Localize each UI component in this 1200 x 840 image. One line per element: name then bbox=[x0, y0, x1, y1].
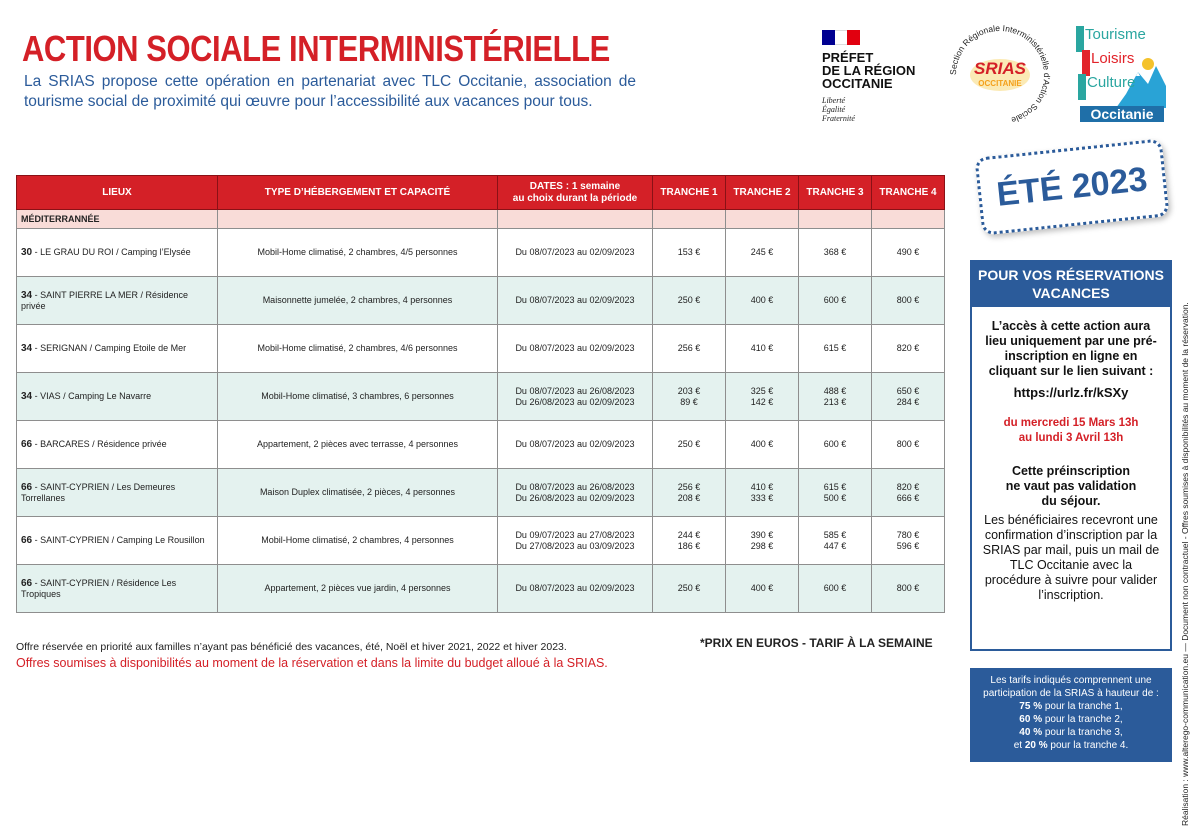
cell-lieu bbox=[17, 565, 218, 613]
cell-lieu bbox=[17, 469, 218, 517]
cell-tranche-3: 600 € bbox=[799, 277, 872, 325]
col-header-tranche-4: TRANCHE 4 bbox=[872, 176, 945, 210]
cell-type: Mobil-Home climatisé, 2 chambres, 4/6 personnes bbox=[218, 325, 498, 373]
cell-dept-number: 66 bbox=[21, 577, 33, 589]
cell-tranche-2: 325 € 142 € bbox=[726, 373, 799, 421]
cell-tranche-3: 488 € 213 € bbox=[799, 373, 872, 421]
table-row bbox=[17, 277, 945, 325]
cell-type: Appartement, 2 pièces vue jardin, 4 personnes bbox=[218, 565, 498, 613]
cell-dept-number: 34 bbox=[21, 289, 33, 301]
cell-tranche-4: 800 € bbox=[872, 277, 945, 325]
cell-lieu-name: - LE GRAU DU ROI / Camping l’Elysée bbox=[32, 247, 191, 257]
srias-ring-text: Section Régionale Interministérielle d'Action Sociale bbox=[947, 22, 1053, 126]
table-row bbox=[17, 517, 945, 565]
cell-tranche-2: 400 € bbox=[726, 421, 799, 469]
cell-dates: Du 09/07/2023 au 27/08/2023 Du 27/08/2023 au 03/09/2023 bbox=[498, 517, 653, 565]
french-flag-icon bbox=[822, 30, 860, 45]
cell-dates: Du 08/07/2023 au 26/08/2023 Du 26/08/2023 au 02/09/2023 bbox=[498, 469, 653, 517]
prefet-devise: Liberté Égalité Fraternité bbox=[822, 96, 855, 123]
cell-lieu-name: - SAINT PIERRE LA MER / Résidence privée bbox=[21, 289, 189, 311]
cell-dates: Du 08/07/2023 au 26/08/2023 Du 26/08/2023 au 02/09/2023 bbox=[498, 373, 653, 421]
table-header-row bbox=[17, 176, 945, 210]
cell-lieu bbox=[17, 373, 218, 421]
cell-lieu-name: - VIAS / Camping Le Navarre bbox=[32, 391, 152, 401]
offers-table bbox=[16, 175, 945, 613]
cell-tranche-4: 490 € bbox=[872, 229, 945, 277]
reservation-access-text: L’accès à cette action aura lieu uniquement par une pré-inscription en ligne en cliquant sur le lien suivant : bbox=[985, 319, 1157, 378]
cell-tranche-1: 256 € bbox=[653, 325, 726, 373]
tarif-note: *PRIX EN EUROS - TARIF À LA SEMAINE bbox=[700, 636, 933, 650]
cell-dates: Du 08/07/2023 au 02/09/2023 bbox=[498, 325, 653, 373]
cell-tranche-2: 390 € 298 € bbox=[726, 517, 799, 565]
cell-type: Maison Duplex climatisée, 2 pièces, 4 personnes bbox=[218, 469, 498, 517]
footnote-availability: Offres soumises à disponibilités au moment de la réservation et dans la limite du budget alloué à la SRIAS. bbox=[16, 656, 608, 670]
table-row bbox=[17, 229, 945, 277]
srias-sub-text: OCCITANIE bbox=[978, 79, 1022, 88]
cell-lieu-name: - SERIGNAN / Camping Etoile de Mer bbox=[32, 343, 187, 353]
reservation-warning: Cette préinscription ne vaut pas validation du séjour. bbox=[1005, 464, 1137, 508]
tlc-line-1: Tourisme bbox=[1085, 26, 1146, 43]
cell-tranche-3: 368 € bbox=[799, 229, 872, 277]
cell-tranche-1: 250 € bbox=[653, 277, 726, 325]
tlc-logo bbox=[1076, 24, 1166, 124]
cell-tranche-3: 615 € 500 € bbox=[799, 469, 872, 517]
tlc-line-3: Culture bbox=[1087, 74, 1136, 91]
col-header-lieux: LIEUX bbox=[17, 176, 218, 210]
cell-lieu-name: - SAINT-CYPRIEN / Résidence Les Tropiques bbox=[21, 577, 177, 599]
cell-tranche-1: 250 € bbox=[653, 565, 726, 613]
cell-tranche-2: 400 € bbox=[726, 565, 799, 613]
participation-intro: Les tarifs indiqués comprennent une participation de la SRIAS à hauteur de : bbox=[983, 675, 1159, 699]
cell-type: Mobil-Home climatisé, 2 chambres, 4 personnes bbox=[218, 517, 498, 565]
region-row bbox=[17, 210, 945, 229]
cell-tranche-4: 800 € bbox=[872, 565, 945, 613]
cell-dept-number: 34 bbox=[21, 343, 33, 354]
participation-line-1: 75 % pour la tranche 1, bbox=[1019, 701, 1123, 712]
table-row bbox=[17, 325, 945, 373]
cell-tranche-1: 203 € 89 € bbox=[653, 373, 726, 421]
participation-box bbox=[970, 668, 1172, 762]
cell-dates: Du 08/07/2023 au 02/09/2023 bbox=[498, 277, 653, 325]
cell-tranche-4: 800 € bbox=[872, 421, 945, 469]
cell-lieu-name: - SAINT-CYPRIEN / Les Demeures Torrellanes bbox=[21, 481, 176, 503]
cell-lieu bbox=[17, 421, 218, 469]
cell-type: Mobil-Home climatisé, 3 chambres, 6 personnes bbox=[218, 373, 498, 421]
cell-dept-number: 66 bbox=[21, 481, 33, 493]
cell-dates: Du 08/07/2023 au 02/09/2023 bbox=[498, 229, 653, 277]
col-header-tranche-2: TRANCHE 2 bbox=[726, 176, 799, 210]
reservation-dates: du mercredi 15 Mars 13h au lundi 3 Avril 13h bbox=[1003, 417, 1139, 444]
cell-dept-number: 34 bbox=[21, 391, 33, 402]
vertical-credit: Réalisation : www.alterego-communication.eu — Document non contractuel - Offres soumises à disponibilités au moment de la réservation. bbox=[1180, 302, 1190, 826]
cell-tranche-3: 600 € bbox=[799, 421, 872, 469]
cell-tranche-4: 780 € 596 € bbox=[872, 517, 945, 565]
cell-tranche-4: 820 € 666 € bbox=[872, 469, 945, 517]
season-badge-text: ÉTÉ 2023 bbox=[994, 159, 1150, 214]
cell-type: Maisonnette jumelée, 2 chambres, 4 personnes bbox=[218, 277, 498, 325]
col-header-tranche-3: TRANCHE 3 bbox=[799, 176, 872, 210]
cell-lieu bbox=[17, 277, 218, 325]
cell-tranche-1: 256 € 208 € bbox=[653, 469, 726, 517]
cell-tranche-4: 650 € 284 € bbox=[872, 373, 945, 421]
cell-tranche-1: 244 € 186 € bbox=[653, 517, 726, 565]
tlc-footer: Occitanie bbox=[1090, 106, 1154, 122]
cell-type: Appartement, 2 pièces avec terrasse, 4 personnes bbox=[218, 421, 498, 469]
cell-tranche-4: 820 € bbox=[872, 325, 945, 373]
cell-tranche-3: 615 € bbox=[799, 325, 872, 373]
cell-lieu bbox=[17, 229, 218, 277]
prefet-text: PRÉFET DE LA RÉGION OCCITANIE bbox=[822, 50, 916, 91]
cell-dates: Du 08/07/2023 au 02/09/2023 bbox=[498, 565, 653, 613]
season-badge bbox=[974, 138, 1169, 235]
reservation-info: Les bénéficiaires recevront une confirmation d’inscription par la SRIAS par mail, puis un mail de TLC Occitanie avec la procédure à suivre pour valider l’inscription. bbox=[982, 513, 1160, 602]
cell-tranche-2: 245 € bbox=[726, 229, 799, 277]
cell-tranche-3: 585 € 447 € bbox=[799, 517, 872, 565]
cell-tranche-1: 250 € bbox=[653, 421, 726, 469]
cell-dept-number: 66 bbox=[21, 535, 33, 546]
reservation-box bbox=[970, 260, 1172, 651]
col-header-type: TYPE D’HÉBERGEMENT ET CAPACITÉ bbox=[218, 176, 498, 210]
table-row bbox=[17, 469, 945, 517]
cell-type: Mobil-Home climatisé, 2 chambres, 4/5 personnes bbox=[218, 229, 498, 277]
col-header-dates: DATES : 1 semaine au choix durant la période bbox=[498, 176, 653, 210]
srias-logo bbox=[945, 20, 1055, 130]
region-label: MÉDITERRANNÉE bbox=[17, 210, 218, 229]
cell-lieu bbox=[17, 325, 218, 373]
cell-dept-number: 30 bbox=[21, 247, 33, 258]
cell-lieu-name: - BARCARES / Résidence privée bbox=[32, 439, 167, 449]
participation-line-3: 40 % pour la tranche 3, bbox=[1019, 727, 1123, 738]
cell-tranche-2: 400 € bbox=[726, 277, 799, 325]
cell-tranche-2: 410 € 333 € bbox=[726, 469, 799, 517]
cell-lieu bbox=[17, 517, 218, 565]
srias-main-text: SRIAS bbox=[974, 59, 1026, 78]
intro-text: La SRIAS propose cette opération en partenariat avec TLC Occitanie, association de tourisme social de proximité qui œuvre pour l’accessibilité aux vacances pour tous. bbox=[24, 73, 636, 110]
participation-line-2: 60 % pour la tranche 2, bbox=[1019, 714, 1123, 725]
table-row bbox=[17, 373, 945, 421]
cell-dates: Du 08/07/2023 au 02/09/2023 bbox=[498, 421, 653, 469]
prefet-logo bbox=[822, 30, 934, 123]
tlc-line-2: Loisirs bbox=[1091, 50, 1135, 67]
footnote-priority: Offre réservée en priorité aux familles n’ayant pas bénéficié des vacances, été, Noël et hiver 2021, 2022 et hiver 2023. bbox=[16, 641, 567, 653]
table-row bbox=[17, 565, 945, 613]
cell-dept-number: 66 bbox=[21, 439, 33, 450]
cell-tranche-2: 410 € bbox=[726, 325, 799, 373]
reservation-heading: POUR VOS RÉSERVATIONS VACANCES bbox=[972, 262, 1170, 307]
reservation-link[interactable]: https://urlz.fr/kSXy bbox=[1013, 385, 1129, 400]
cell-tranche-3: 600 € bbox=[799, 565, 872, 613]
col-header-tranche-1: TRANCHE 1 bbox=[653, 176, 726, 210]
cell-lieu-name: - SAINT-CYPRIEN / Camping Le Rousillon bbox=[32, 535, 205, 545]
cell-tranche-1: 153 € bbox=[653, 229, 726, 277]
table-row bbox=[17, 421, 945, 469]
participation-line-4: et 20 % pour la tranche 4. bbox=[1013, 740, 1129, 751]
page-title: ACTION SOCIALE INTERMINISTÉRIELLE bbox=[22, 28, 610, 69]
